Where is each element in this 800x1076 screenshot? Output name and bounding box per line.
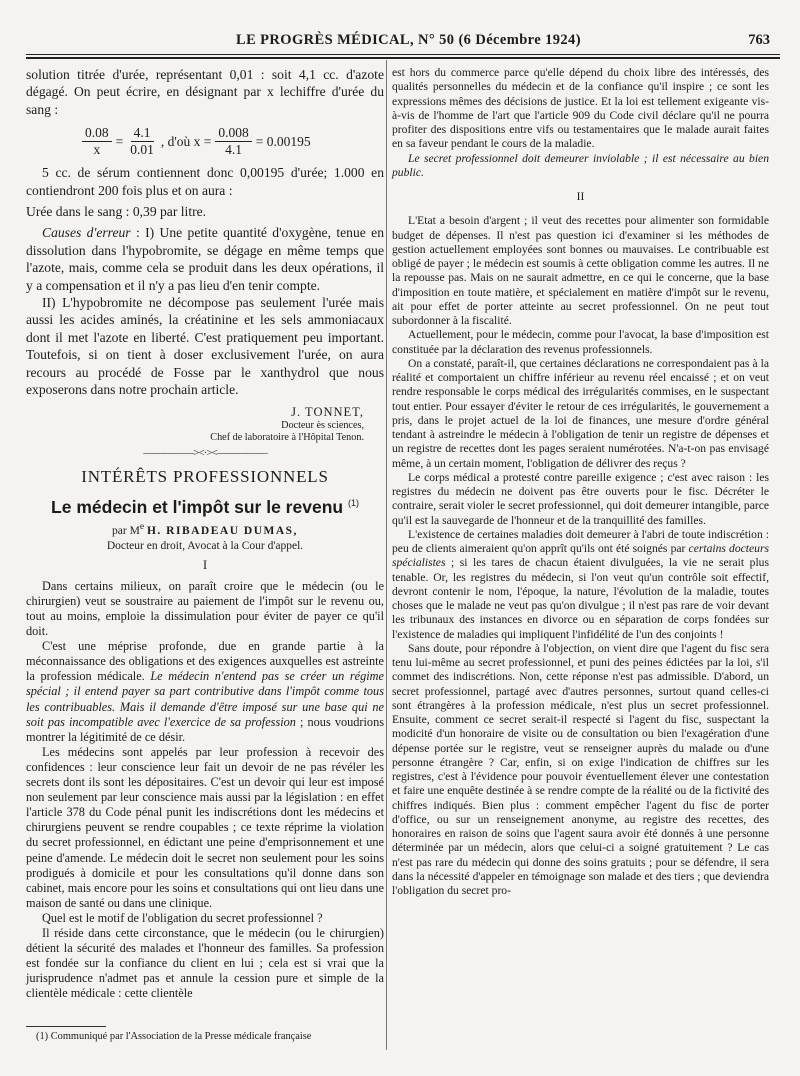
equation-result: = 0.00195 (255, 133, 311, 149)
paragraph (392, 152, 769, 181)
paragraph (392, 528, 769, 642)
byline-prefix: par M (112, 524, 140, 537)
paragraph-text: C'est une méprise profonde, due en grande partie à la méconnaissance des obligations et des exigences auxquelles est astreinte la profession médicale. (26, 639, 384, 684)
italic-text: certains docteurs spécialistes (392, 542, 769, 570)
paragraph: II) L'hypobromite ne décompose pas seulement l'urée mais aussi les acides aminés, la créatinine et les sels ammoniacaux dont il met l'azote en liberté. C'est pratiquement peu important. Toutefois, si on tient à doser exclusivement l'urée, on aura recours au procédé de Fosse par le xanthydrol que nous exposerons dans notre prochain article. (26, 295, 384, 398)
paragraph: est hors du commerce parce qu'elle dépend du choix libre des intéressés, des qualités personnelles du médecin et de la confiance qu'il inspire ; ce sont les expressions mêmes des décisions de justice. Et la loi est tellement exigeante vis-à-vis de l'homme de l'art que l'article 909 du Code civil déclare qu'il ne pourra profiter des dispositions entre vifs ou testamentaires que le malade aurait faites en sa faveur pendant le cours de la maladie. (392, 66, 769, 151)
paragraph: Actuellement, pour le médecin, comme pour l'avocat, la base d'imposition est constituée par la déclaration des revenus professionnels. (392, 328, 769, 356)
section-number: II (576, 190, 585, 203)
equation (78, 118, 384, 164)
section-heading: INTÉRÊTS PROFESSIONNELS (81, 466, 329, 486)
right-column (392, 66, 769, 898)
denominator: 0.01 (130, 141, 154, 157)
paragraph (26, 224, 384, 294)
equation-text: , d'où x = (160, 133, 212, 149)
ornament-divider: —————><·><————— (143, 446, 267, 459)
signature (26, 405, 364, 444)
paragraph: Sans doute, pour répondre à l'objection, on vient dire que l'agent du fisc sera tenu lui-même au secret professionnel, et puni des peines édictées par la loi, s'il commet des indiscrétions. Non, cette réponse n'est pas admissible. D'abord, un secret professionnel, partagé avec d'autres personnes, surtout quand celles-ci sont étrangères à la profession médicale, n'est plus un secret professionnel. Ensuite, comment ce secret serait-il respecté si l'agent du fisc, suspectant la modicité d'un honoraire de visite ou de consultation ou bien l'exagération d'une dépense portée sur le registre, veut se renseigner auprès du malade ou d'une personne étrangère ? Car, enfin, si on exige l'indication de chiffres sur les registres, c'est à l'évidence pour pouvoir éventuellement élever une contestation et faire une enquête destinée à se rendre compte de la réalité ou de la fictivité des chiffres indiqués. Bien plus : comment empêcher l'agent du fisc de porter d'office, ou sur un renseignement anonyme, au registre des recettes, des honoraires en raison de soins que l'agent saura avoir été donnés à une personne déterminée par un médecin, alors que celui-ci a soigné gratuitement ? Le cas n'est pas rare du médecin qui donne des soins gratuits ; pour se défendre, il sera dans la nécessité d'appeler en témoignage son malade et des tiers ; que deviendra l'obligation du secret pro- (392, 641, 769, 897)
italic-text: Le secret professionnel doit demeurer inviolable ; il est nécessaire au bien public. (392, 151, 769, 179)
numerator: 0.08 (82, 125, 112, 142)
article-title-text: Le médecin et l'impôt sur le revenu (51, 496, 344, 517)
paragraph: solution titrée d'urée, représentant 0,01 : soit 4,1 cc. d'azote dégagé. On peut écrire, en désignant par x lechiffre d'urée du sang : (26, 67, 384, 117)
page-header (0, 30, 800, 52)
section-number: I (202, 557, 208, 572)
numerator: 4.1 (131, 125, 154, 142)
equals-sign: = (115, 133, 124, 149)
author-name: J. TONNET, (291, 404, 364, 419)
article-title (26, 496, 384, 515)
denominator: x (93, 141, 101, 157)
paragraph: L'Etat a besoin d'argent ; il veut des recettes pour alimenter son formidable budget de dépenses. Il n'est pas question ici d'examiner si les méthodes de gestion actuellement employées sont bonnes ou mauvaises. Le contribuable est obligé de payer ; le médecin est soumis à cette obligation comme les autres. Il ne la repousse pas. Mais on ne saurait admettre, en ce qui le concerne, que la base d'imposition en toute matière, et spécialement en matière d'impôt sur le revenu, ait pour effet de porter atteinte au secret professionnel. On ne peut tout subordonner à la fiscalité. (392, 214, 769, 327)
left-column (26, 66, 384, 1001)
author-title: Chef de laboratoire à l'Hôpital Tenon. (210, 431, 364, 443)
header-rule (26, 54, 780, 55)
footnote-rule (26, 1026, 106, 1027)
paragraph (26, 639, 384, 745)
italic-text: Le médecin n'entend pas se créer un régime spécial ; il entend payer sa part contributive dans l'impôt comme tous les contribuables. Mais il demande d'être imposé sur une base qui ne soit pas incompatible avec l'exercice de sa profession (26, 669, 384, 729)
denominator: 4.1 (225, 141, 243, 157)
footnote-ref: (1) (347, 497, 359, 508)
causes-label: Causes d'erreur (42, 225, 131, 241)
paragraph-text: : I) Une petite quantité d'oxygène, tenue en dissolution dans l'hypobromite, se dégage en même temps que l'azote, mais, comme cela se produit dans les deux opérations, il y a compensation et il n'y a pas lieu d'en tenir compte. (26, 225, 384, 293)
paragraph: Il réside dans cette circonstance, que le médecin (ou le chirurgien) détient la sécurité des malades et l'honneur des familles. Sa profession est fondée sur la confiance du client en lui ; cela est si vrai que la jurisprudence n'admet pas et annule la cession pure et simple de la clientèle médicale : cette clientèle (26, 925, 384, 1001)
author-title: Docteur ès sciences, (281, 419, 364, 431)
footnote: (1) Communiqué par l'Association de la Presse médicale française (36, 1031, 312, 1042)
header-rule-thick (26, 57, 780, 59)
column-divider (386, 60, 387, 1050)
byline (26, 519, 384, 539)
fraction (215, 125, 251, 158)
paragraph: Le corps médical a protesté contre pareille exigence ; c'est avec raison : les registres du médecin ne doivent pas être ouverts pour le fisc. Décréter le contraire, serait violer le secret professionnel, qui doit demeurer intangible, parce qu'il est la sauvegarde de l'honneur et de la tranquillité des familles. (392, 470, 769, 527)
byline-sup: e (139, 520, 145, 532)
fraction (82, 125, 112, 158)
page-number: 763 (748, 32, 770, 48)
paragraph: Quel est le motif de l'obligation du secret professionnel ? (42, 910, 323, 925)
paragraph-text: ; nous voudrions montrer la légitimité de ce désir. (26, 714, 385, 744)
author-role: Docteur en droit, Avocat à la Cour d'appel. (106, 539, 304, 552)
paragraph-text: ; si les tares de chacun étaient divulguées, la vie ne serait plus tenable. Or, les registres du médecin, si l'on veut qu'un contrôle soit effectif, devront contenir le nom, l'époque, la nature, l'évolution de la maladie, toutes choses que le malade ne veut pas qu'on divulgue ; il n'est pas rare de voir devant les tribunaux des instances en divorce ou en séparation de corps fondées sur l'existence de maladies qui impliquent l'infidélité de l'un des conjoints ! (392, 556, 769, 641)
journal-title: LE PROGRÈS MÉDICAL, N° 50 (6 Décembre 1924) (236, 32, 581, 48)
paragraph-text: L'existence de certaines maladies doit demeurer à l'abri de toute indiscrétion : peu de clients aimeraient qu'on apprît qu'ils ont été soignés par (392, 527, 769, 555)
paragraph: 5 cc. de sérum contiennent donc 0,00195 d'urée; 1.000 en contiendront 200 fois plus et on aura : (26, 165, 384, 198)
author-name: H. RIBADEAU DUMAS, (146, 524, 298, 537)
paragraph: Dans certains milieux, on paraît croire que le médecin (ou le chirurgien) veut se soustraire au paiement de l'impôt sur le revenu ou, tout au moins, emploie la dissimulation pour éviter de payer ce qu'il doit. (26, 578, 384, 639)
paragraph: Les médecins sont appelés par leur profession à recevoir des confidences : leur conscience leur fait un devoir de ne pas révéler les secrets dont ils sont les dépositaires. C'est un devoir qui leur est imposé non seulement par leur conscience mais aussi par la législation : en effet l'article 378 du Code pénal punit les indiscrétions dont les médecins et chirurgiens peuvent se rendre coupables ; ce texte réprime la violation du secret professionnel, en édictant une peine d'emprisonnement et une peine d'amende. Le médecin doit le secret non seulement pour les soins prodigués à domicile et pour les consultations qu'il donne dans son cabinet, mais encore pour les soins et consultations qui ont lieu dans une maison de santé ou dans une clinique. (26, 744, 384, 910)
numerator: 0.008 (215, 125, 251, 142)
fraction (127, 125, 157, 158)
paragraph: On a constaté, paraît-il, que certaines déclarations ne correspondaient pas à la réalité et comportaient un chiffre inférieur au revenu réel encaissé ; et on veut rendre responsable le corps médical des irrégularités commises, en le suspectant tout entier. Pour essayer d'éviter le retour de ces irrégularités, le gouvernement a pris, dans le projet actuel de la loi de finances, une mesure d'ordre général tendant à astreindre le médecin à l'obligation de tenir un registre de dépenses et un registre de recettes dont les pages seraient numérotées. N'a-t-on pas envisagé même, à un certain moment, l'obligation de délivrer des reçus ? (392, 356, 769, 470)
result-line: Urée dans le sang : 0,39 par litre. (26, 204, 207, 220)
